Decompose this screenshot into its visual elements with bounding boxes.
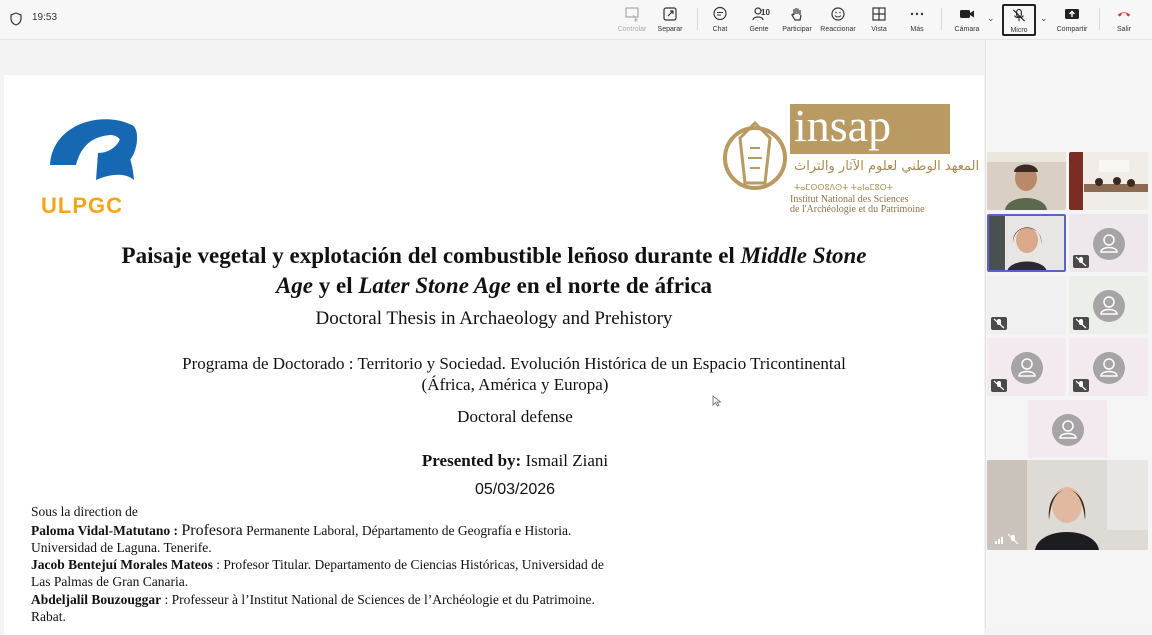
avatar	[1093, 228, 1125, 260]
thesis-title-line-2	[4, 273, 984, 299]
shared-screen-area	[0, 40, 986, 628]
participant-avatar-tile[interactable]	[1028, 400, 1107, 458]
participant-avatar-tile[interactable]	[1069, 276, 1148, 334]
title-italic-text: Age	[275, 273, 314, 298]
separate-button[interactable]	[648, 4, 692, 36]
insap-arabic-text: المعهد الوطني لعلوم الآثار والتراث	[794, 159, 980, 174]
grid-icon	[871, 6, 887, 22]
director-1-affiliation: Universidad de Laguna. Tenerife.	[31, 540, 212, 555]
control-label: Controlar	[617, 26, 647, 33]
person-icon	[1052, 414, 1084, 446]
mic-muted-icon	[1011, 8, 1027, 23]
director-role: : Profesor Titular. Departamento de Ciencias Históricas, Universidad de	[212, 557, 604, 572]
ulpgc-logo-text: ULPGC	[41, 193, 123, 218]
director-role: Profesora	[181, 522, 243, 539]
director-3	[31, 592, 595, 608]
title-text: y el	[313, 273, 359, 298]
control-icon	[624, 6, 640, 22]
director-1	[31, 522, 571, 540]
insap-subtitle-line: Institut National des Sciences	[790, 194, 909, 205]
insap-emblem	[720, 103, 790, 215]
participant-video	[987, 152, 1066, 210]
toolbar-divider	[941, 8, 942, 30]
share-button[interactable]	[1050, 4, 1094, 36]
avatar	[1011, 352, 1043, 384]
people-label: Gente	[749, 26, 769, 33]
insap-tifinagh-text: ⵜⴰⵎⵙⵙⵓⴷⵙⵜ ⵜⴰⵏⴰⵎⵓⵔⵜ	[794, 183, 893, 192]
mic-button[interactable]	[1002, 4, 1036, 36]
view-label: Vista	[871, 26, 887, 33]
director-role: Permanente Laboral, Départamento de Geografía e Historia.	[242, 523, 572, 538]
share-label: Compartir	[1056, 26, 1088, 33]
participant-avatar-tile[interactable]	[1069, 214, 1148, 272]
participant-video-tile-active-speaker[interactable]	[987, 214, 1066, 272]
participant-avatar-tile[interactable]	[1069, 338, 1148, 396]
participant-avatar-tile[interactable]	[987, 338, 1066, 396]
participant-video-tile[interactable]	[987, 152, 1066, 210]
raise-hand-label: Participar	[782, 26, 812, 33]
mic-muted-icon	[1073, 255, 1089, 268]
video-status-indicators	[995, 532, 1021, 544]
presented-by-label: Presented by:	[421, 451, 522, 470]
chat-icon	[712, 6, 728, 22]
thesis-title-line-1	[4, 243, 984, 269]
director-name: Paloma Vidal-Matutano :	[31, 523, 182, 538]
share-icon	[1064, 6, 1080, 22]
mic-label: Micro	[1010, 27, 1028, 34]
more-button[interactable]	[895, 4, 939, 36]
presenter-line	[25, 451, 984, 471]
mic-muted-icon	[1073, 379, 1089, 392]
mic-muted-icon	[991, 379, 1007, 392]
presentation-slide	[4, 75, 984, 635]
person-icon	[1011, 352, 1043, 384]
title-text: en el norte de áfrica	[510, 273, 713, 298]
director-name: Jacob Bentejuí Morales Mateos	[31, 557, 213, 572]
participant-tile[interactable]	[987, 276, 1066, 334]
defense-date: 05/03/2026	[474, 481, 556, 498]
hand-icon	[789, 6, 805, 22]
title-italic-text: Later Stone Age	[358, 273, 511, 298]
director-name: Abdeljalil Bouzouggar	[31, 592, 162, 607]
insap-logo-text: insap	[794, 100, 892, 151]
camera-button[interactable]	[945, 4, 989, 36]
participants-panel	[986, 40, 1152, 628]
camera-label: Cámara	[954, 26, 980, 33]
direction-label: Sous la direction de	[31, 504, 138, 519]
signal-and-mic-muted-icon	[995, 533, 1021, 545]
title-text: Paisaje vegetal y explotación del combustible leñoso durante el	[121, 243, 741, 268]
smiley-icon	[830, 6, 846, 22]
avatar	[1093, 352, 1125, 384]
mic-options-chevron-icon[interactable]: ⌄	[1040, 13, 1048, 23]
participant-video-tile-large[interactable]	[987, 460, 1148, 550]
doctoral-program-line-2: (África, América y Europa)	[421, 375, 609, 394]
leave-label: Salir	[1116, 26, 1131, 33]
popout-icon	[662, 6, 678, 22]
doctoral-program-line-1: Programa de Doctorado : Territorio y Sociedad. Evolución Histórica de un Espacio Tricontinental	[182, 354, 846, 373]
raise-hand-button[interactable]	[775, 4, 819, 36]
mic-muted-icon	[991, 317, 1007, 330]
chat-button[interactable]	[698, 4, 742, 36]
participant-video	[987, 214, 1066, 272]
director-role: : Professeur à l’Institut National de Sciences de l’Archéologie et du Patrimoine.	[161, 592, 595, 607]
participant-video-tile[interactable]	[1069, 152, 1148, 210]
leave-button[interactable]	[1102, 4, 1146, 36]
react-label: Reaccionar	[820, 26, 856, 33]
mic-muted-icon	[1073, 317, 1089, 330]
separate-label: Separar	[657, 26, 683, 33]
chat-label: Chat	[712, 26, 728, 33]
participant-video	[1069, 152, 1148, 210]
camera-icon	[959, 6, 975, 22]
director-2	[31, 557, 604, 573]
presenter-name: Ismail Ziani	[521, 451, 609, 470]
person-icon	[1093, 290, 1125, 322]
meeting-toolbar	[0, 0, 1152, 40]
defense-label: Doctoral defense	[457, 407, 573, 426]
person-icon	[1093, 352, 1125, 384]
more-icon	[909, 6, 925, 22]
toolbar-divider	[1099, 8, 1100, 30]
insap-subtitle-line: de l'Archéologie et du Patrimoine	[790, 204, 925, 215]
thesis-subtitle: Doctoral Thesis in Archaeology and Prehistory	[315, 308, 673, 329]
shield-icon	[10, 12, 22, 26]
react-button[interactable]	[816, 4, 860, 36]
people-count: 10	[761, 8, 770, 17]
camera-options-chevron-icon[interactable]: ⌄	[987, 13, 995, 23]
meeting-time: 19:53	[32, 12, 58, 23]
director-2-affiliation: Las Palmas de Gran Canaria.	[31, 574, 189, 589]
hang-up-icon	[1116, 6, 1132, 22]
person-icon	[1093, 228, 1125, 260]
avatar	[1093, 290, 1125, 322]
mouse-cursor-icon	[712, 395, 722, 407]
director-3-affiliation: Rabat.	[31, 609, 66, 624]
title-italic-text: Middle Stone	[740, 243, 867, 268]
more-label: Más	[910, 26, 924, 33]
insap-subtitle	[790, 195, 925, 215]
avatar	[1052, 414, 1084, 446]
